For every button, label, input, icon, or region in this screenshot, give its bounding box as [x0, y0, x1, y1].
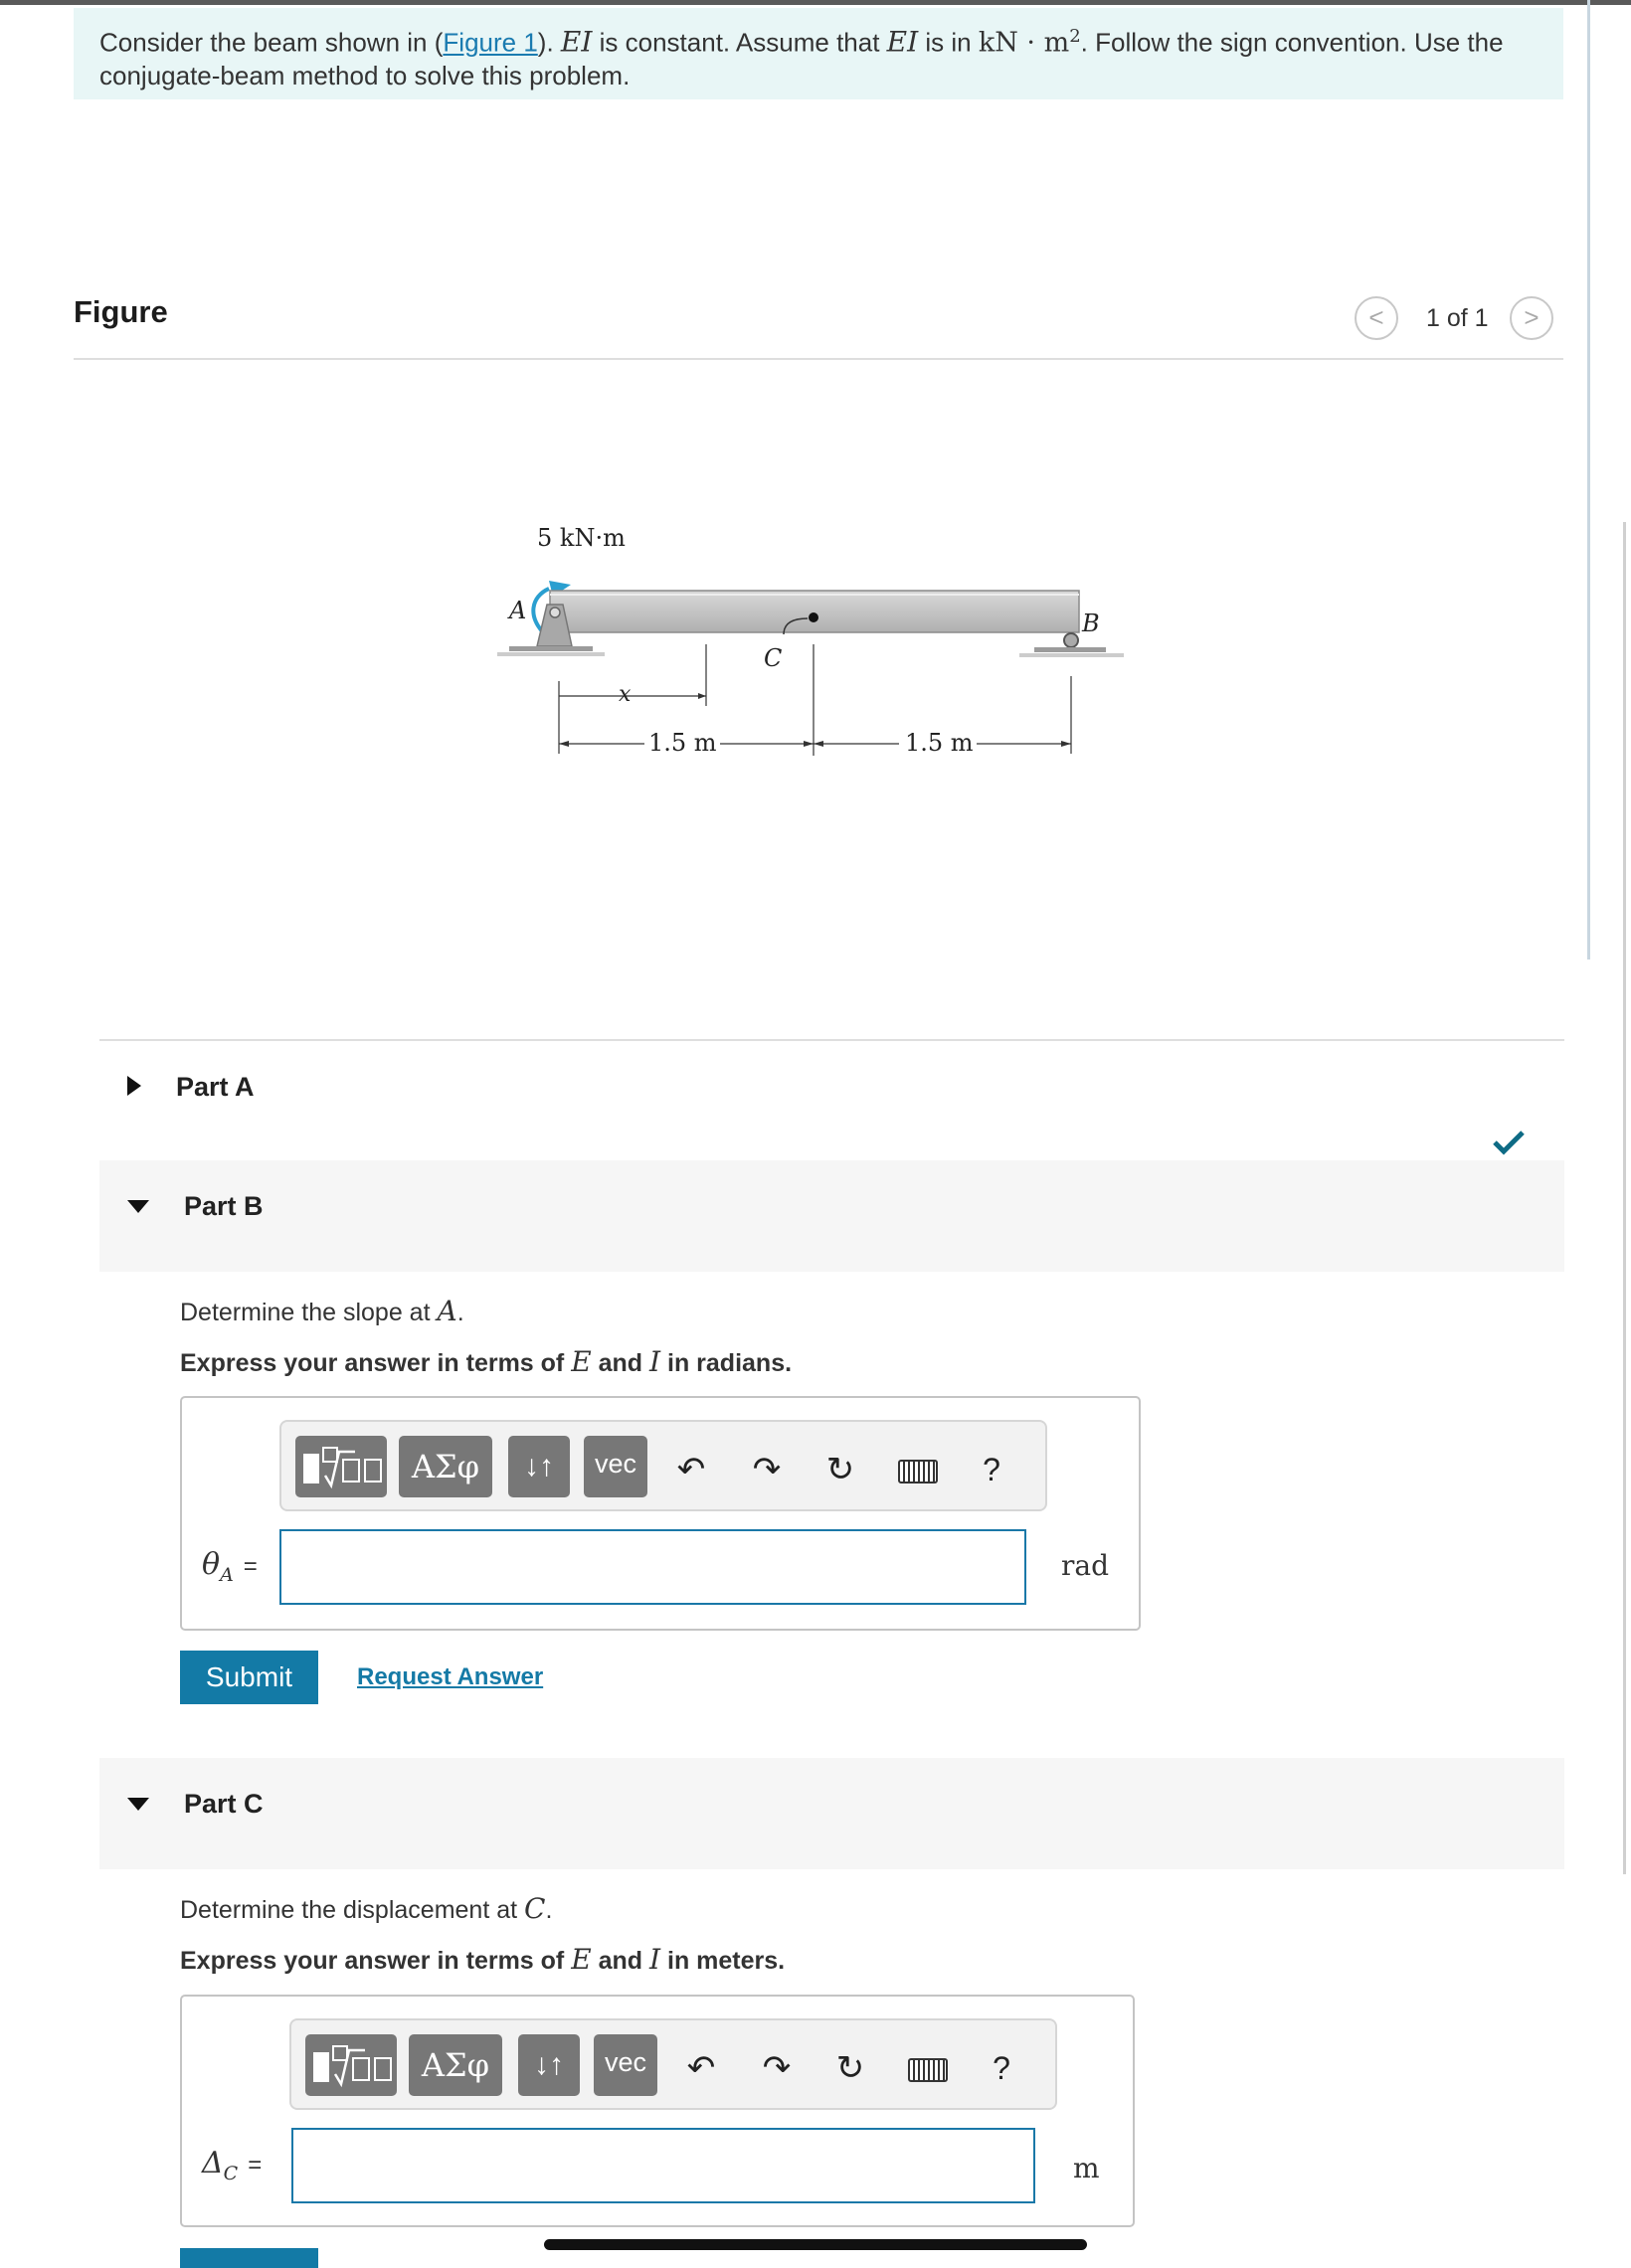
dim1-arrow-left [559, 741, 569, 747]
part-b-help-icon[interactable]: ? [983, 1452, 1000, 1487]
dim2-label: 1.5 m [905, 729, 974, 757]
part-c-greek-button[interactable]: ΑΣφ [409, 2034, 502, 2096]
part-b-variable-label [202, 1547, 258, 1586]
intro-text-post4: . Follow the sign convention. Use the conjugate-beam method to solve this problem. [99, 27, 1504, 90]
part-b-express-v1: E [571, 1345, 592, 1378]
part-c-express-v2: I [649, 1943, 661, 1976]
next-figure-button[interactable]: > [1510, 296, 1553, 340]
pin-a [550, 608, 560, 617]
ground-a [509, 646, 593, 651]
part-b-instruction [180, 1345, 792, 1378]
part-c-equals: = [248, 2152, 263, 2179]
pager-count: 1 of 1 [1426, 304, 1489, 332]
intro-units-exponent: 2 [1069, 26, 1081, 47]
part-b-question [180, 1295, 464, 1327]
part-c-label[interactable]: Part C [184, 1789, 264, 1819]
figure-link[interactable]: Figure 1 [443, 27, 538, 58]
template-icon [305, 2034, 397, 2096]
part-b-math-toolbar [279, 1420, 1047, 1511]
label-b: B [1082, 610, 1100, 637]
part-c-instruction [180, 1943, 785, 1976]
part-b-express-pre: Express your answer in terms of [180, 1349, 572, 1377]
part-c-subscript-button[interactable]: ↓↑ [518, 2034, 580, 2096]
intro-ei-1: EI [560, 25, 593, 59]
dim2-arrow-right [1061, 741, 1071, 747]
part-c-var-main: Δ [202, 2146, 224, 2181]
part-c-reset-icon[interactable]: ↻ [835, 2049, 865, 2087]
part-b-undo-icon[interactable]: ↶ [676, 1451, 706, 1488]
intro-text-post3: is in [918, 27, 979, 58]
part-b-redo-icon[interactable]: ↷ [752, 1451, 782, 1488]
part-b-subscript-button[interactable]: ↓↑ [508, 1436, 570, 1497]
part-c-undo-icon[interactable]: ↶ [686, 2049, 716, 2087]
page-scrollbar[interactable] [1623, 522, 1626, 1874]
figure-divider [74, 358, 1563, 360]
part-c-answer-box [180, 1995, 1135, 2227]
part-a-expand-icon[interactable] [127, 1076, 141, 1096]
part-c-vector-button[interactable]: vec [594, 2034, 657, 2096]
dim1-arrow-right [804, 741, 814, 747]
part-b-question-pre: Determine the slope at [180, 1299, 438, 1326]
template-icon [295, 1436, 387, 1497]
part-c-var-sub: C [223, 2163, 239, 2184]
part-b-collapse-icon[interactable] [127, 1200, 149, 1213]
part-b-express-v2: I [649, 1345, 661, 1378]
part-c-math-toolbar [289, 2018, 1057, 2110]
part-b-var-main: θ [202, 1547, 221, 1582]
part-c-question-pre: Determine the displacement at [180, 1896, 525, 1924]
part-c-template-button[interactable] [305, 2034, 397, 2096]
moment-label: 5 kN·m [537, 524, 626, 552]
point-c-dot [809, 612, 818, 622]
part-c-question-post: . [545, 1896, 553, 1924]
part-b-equals: = [243, 1553, 258, 1580]
part-b-label[interactable]: Part B [184, 1191, 264, 1221]
part-c-question-var: C [524, 1892, 546, 1925]
part-c-question [180, 1892, 552, 1925]
part-b-template-button[interactable] [295, 1436, 387, 1497]
label-a: A [509, 597, 527, 624]
intro-units: kN · m [978, 27, 1070, 59]
part-c-answer-input[interactable] [291, 2128, 1035, 2203]
part-c-keyboard-icon[interactable] [908, 2058, 948, 2082]
part-b-question-var: A [437, 1295, 457, 1327]
part-b-header[interactable] [99, 1160, 1564, 1272]
part-c-express-post: in meters. [660, 1947, 786, 1975]
part-b-unit: rad [1061, 1549, 1110, 1582]
beam [550, 591, 1079, 632]
part-c-express-pre: Express your answer in terms of [180, 1947, 572, 1975]
part-c-help-icon[interactable]: ? [993, 2050, 1010, 2086]
x-arrow-head [698, 693, 706, 699]
roller-b [1064, 633, 1078, 647]
part-c-variable-label [202, 2146, 262, 2184]
part-b-greek-button[interactable]: ΑΣφ [399, 1436, 492, 1497]
part-b-answer-input[interactable] [279, 1529, 1026, 1605]
part-c-express-mid: and [591, 1947, 649, 1975]
part-c-collapse-icon[interactable] [127, 1798, 149, 1811]
ground-b [1034, 647, 1106, 652]
part-c-header[interactable] [99, 1758, 1564, 1869]
parts-divider [99, 1039, 1564, 1041]
figure-scrollbar[interactable] [1587, 0, 1590, 960]
part-b-express-mid: and [591, 1349, 649, 1377]
part-c-redo-icon[interactable]: ↷ [762, 2049, 792, 2087]
part-b-question-post: . [456, 1299, 464, 1326]
figure-pager [1355, 294, 1561, 342]
part-b-request-answer-link[interactable]: Request Answer [357, 1663, 544, 1690]
dim2-arrow-left [814, 741, 823, 747]
part-b-var-sub: A [220, 1564, 234, 1586]
part-b-keyboard-icon[interactable] [898, 1460, 938, 1483]
part-b-submit-button[interactable]: Submit [180, 1651, 318, 1704]
problem-statement [74, 8, 1563, 99]
part-a-complete-check-icon [1492, 1130, 1526, 1155]
part-b-express-post: in radians. [660, 1349, 793, 1377]
intro-ei-2: EI [886, 25, 919, 59]
part-b-vector-button[interactable]: vec [584, 1436, 647, 1497]
prev-figure-button[interactable]: < [1355, 296, 1398, 340]
home-indicator [544, 2239, 1087, 2250]
part-b-reset-icon[interactable]: ↻ [825, 1451, 855, 1488]
top-border [0, 0, 1631, 5]
intro-text-post1: ). [537, 27, 561, 58]
intro-text-post2: is constant. Assume that [592, 27, 887, 58]
label-x: x [619, 682, 632, 707]
figure-title: Figure [74, 294, 168, 329]
label-c: C [764, 644, 783, 672]
part-b-answer-box [180, 1396, 1141, 1631]
part-c-express-v1: E [571, 1943, 592, 1976]
part-c-submit-button[interactable] [180, 2248, 318, 2268]
part-c-unit: m [1073, 2152, 1100, 2184]
intro-text-pre: Consider the beam shown in ( [99, 27, 444, 58]
part-a-label[interactable]: Part A [176, 1072, 255, 1102]
beam-figure [497, 517, 1144, 766]
dim1-label: 1.5 m [648, 729, 717, 757]
